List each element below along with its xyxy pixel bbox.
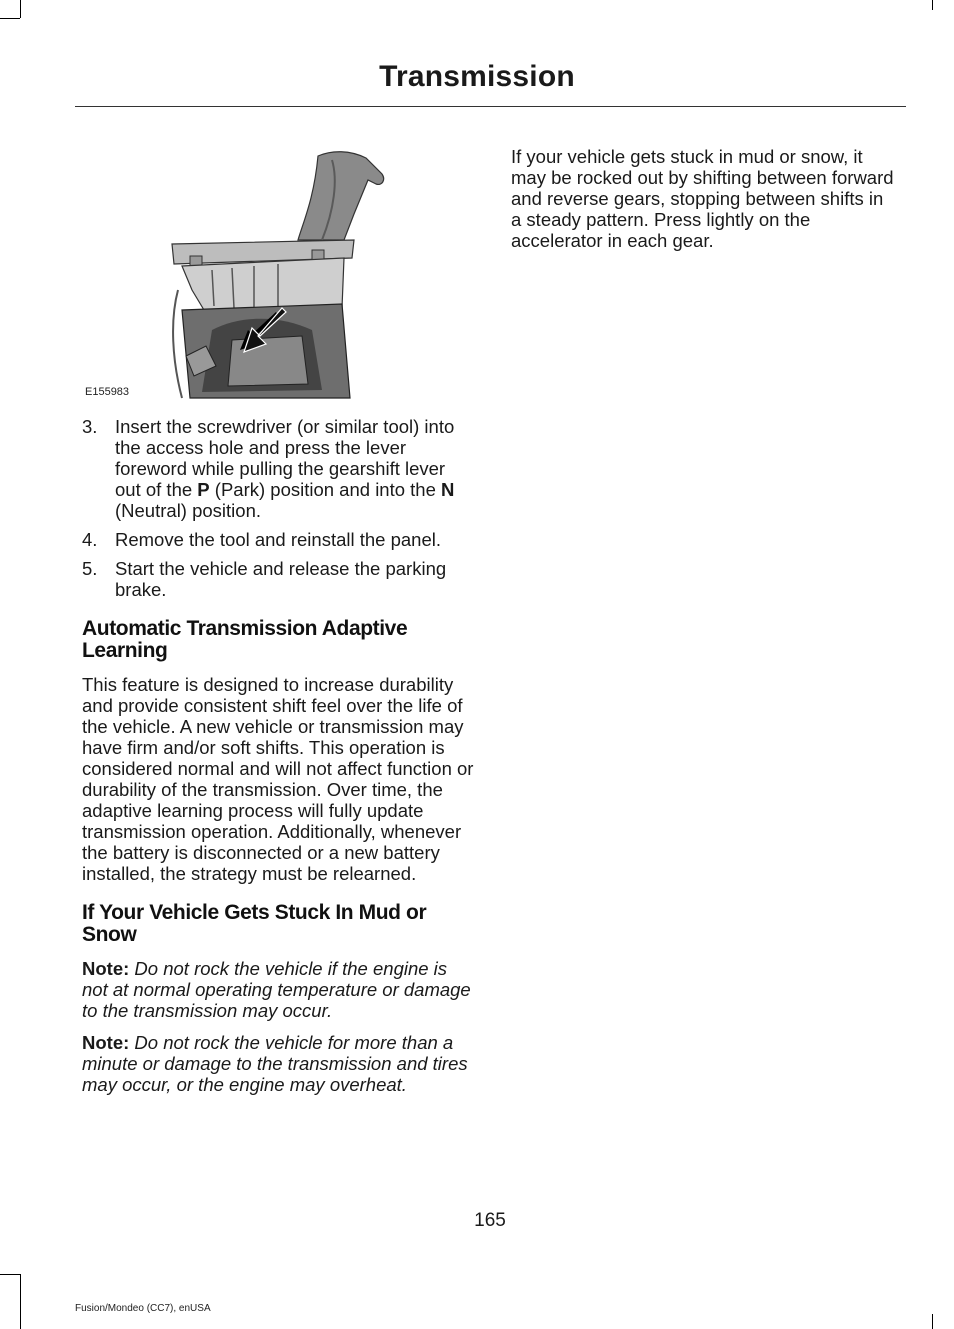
note-label: Note:: [82, 958, 130, 979]
note-text: Do not rock the vehicle if the engine is not at normal operating temperature or damage to the transmission may occur.: [82, 958, 471, 1021]
stuck-paragraph: If your vehicle gets stuck in mud or snow, it may be rocked out by shifting between forward and reverse gears, stopping between shifts in a steady pattern. Press lightly on the accelerator in each gear.: [511, 146, 894, 251]
right-column: [511, 146, 896, 251]
list-item: [82, 529, 474, 550]
left-column: [82, 140, 474, 1106]
section-heading-adaptive: Automatic Transmission Adaptive Learning: [82, 617, 408, 662]
park-symbol: P: [197, 479, 210, 500]
note-label: Note:: [82, 1032, 130, 1053]
figure-id: E155983: [85, 386, 130, 398]
list-item: [82, 558, 474, 600]
crop-mark: [932, 0, 933, 10]
header-divider: [75, 106, 906, 107]
neutral-symbol: N: [441, 479, 455, 500]
crop-mark: [20, 1274, 21, 1329]
footer-text: Fusion/Mondeo (CC7), enUSA: [75, 1303, 211, 1314]
step-text: Insert the screwdriver (or similar tool) into the access hole and press the lever foreword while pulling the gearshift lever out of the: [115, 416, 455, 500]
crop-mark: [932, 1314, 933, 1329]
step-number: 4.: [82, 529, 98, 550]
adaptive-paragraph: This feature is designed to increase durability and provide consistent shift feel over the life of the vehicle. A new vehicle or transmission may have firm and/or soft shifts. This operation is considered normal and will not affect function or durability of the transmission. Over time, the adaptive learning process will fully update transmission operation. Additionally, whenever the battery is disconnected or a new battery installed, the strategy must be relearned.: [82, 674, 474, 884]
gearshift-illustration: [82, 140, 474, 402]
instruction-steps: [82, 416, 474, 600]
section-heading-stuck: If Your Vehicle Gets Stuck In Mud or Snow: [82, 901, 427, 946]
step-number: 5.: [82, 558, 98, 579]
step-text: Start the vehicle and release the parking brake.: [115, 558, 447, 600]
list-item: [82, 416, 474, 521]
step-text: Remove the tool and reinstall the panel.: [115, 529, 442, 550]
note-text: Do not rock the vehicle for more than a minute or damage to the transmission and tires may occur, or the engine may overheat.: [82, 1032, 468, 1095]
note: [82, 958, 474, 1021]
crop-mark: [0, 18, 20, 19]
crop-mark: [0, 1274, 20, 1275]
step-text: (Neutral) position.: [115, 500, 262, 521]
page-number: 165: [474, 1210, 506, 1231]
figure-gearshift: [82, 140, 474, 402]
step-number: 3.: [82, 416, 98, 437]
crop-mark: [20, 0, 21, 18]
step-text: (Park) position and into the: [209, 479, 442, 500]
page-title: Transmission: [379, 60, 575, 93]
note: [82, 1032, 474, 1095]
